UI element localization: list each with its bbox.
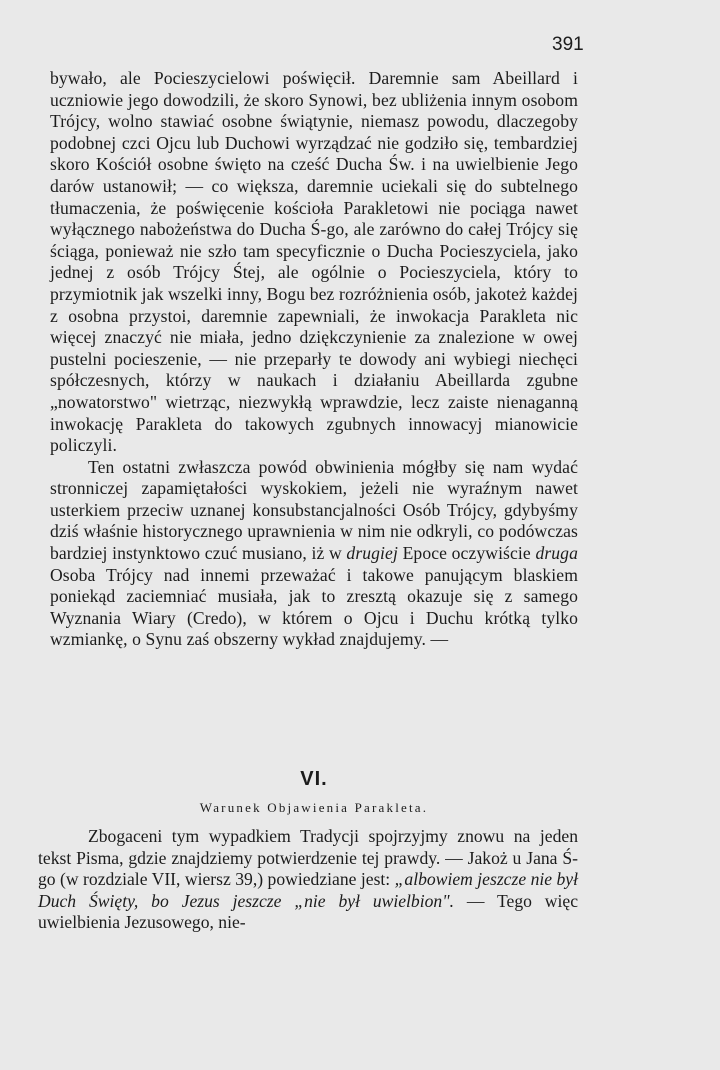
paragraph-2-text-1: Ten ostatni zwłaszcza powód obwinienia mógłby się nam wydać stronniczej zapamiętałości wyskokiem, jeżeli nie wyraźnym nawet usterkiem przeciw uznanej konsubstancjalności Osób Trójcy, gdybyśmy dziś właśnie historycznego uprawnienia w nim nie odkryli, co podówczas bardziej instynktowo czuć musiano, iż w	[50, 456, 578, 564]
page-number: 391	[552, 34, 584, 55]
body-text	[50, 68, 578, 651]
paragraph-2-text-2: Epoce oczywiście	[397, 543, 536, 564]
paragraph-2	[50, 457, 578, 651]
paragraph-2-italic-2: druga	[535, 543, 578, 564]
section-paragraph	[38, 826, 578, 934]
section-text	[38, 826, 578, 934]
section-paragraph-text-1: Zbogaceni tym wypadkiem Tradycji spojrzyjmy znowu na jeden tekst Pisma, gdzie znajdziemy potwierdzenie tej prawdy. — Jakoż u Jana Ś-go (w rozdziale VII, wiersz 39,) powiedziane jest:	[38, 826, 578, 890]
paragraph-1: bywało, ale Pocieszycielowi poświęcił. Daremnie sam Abeillard i uczniowie jego dowodzili, że skoro Synowi, bez ubliżenia innym osobom Trójcy, wolno stawiać osobne świątynie, niemasz powodu, dlaczegoby podobnej czci Ojcu lub Duchowi wyrządzać nie godziło się, tembardziej skoro Kościół osobne święto na cześć Ducha Św. i na uwielbienie Jego darów ustanowił; — co większa, daremnie uciekali się do subtelnego tłumaczenia, że poświęcenie kościoła Parakletowi nie pociąga nawet wyłącznego nabożeństwa do Ducha Ś-go, ale zarówno do całej Trójcy się ściąga, ponieważ nie szło tam specyficznie o Ducha Pocieszyciela, jako jednej z osób Trójcy Śtej, ale ogólnie o Pocieszyciela, który to przymiotnik jak wszelki inny, Bogu bez rozróżnienia osób, jakoteż każdej z osobna przystoi, daremnie zapewniali, że inwokacja Parakleta nic więcej znaczyć nie miała, jedno dziękczynienie za znalezione w owej pustelni pocieszenie, — nie przeparły te dowody ani wybiegi niechęci spółczesnych, którzy w naukach i działaniu Abeillarda zgubne „nowatorstwo" wietrząc, niezwykłą wprawdzie, lecz zaiste nienaganną inwokację Parakleta do takowych zgubnych innowacyj mianowicie policzyli.	[50, 68, 578, 456]
section-heading: VI.	[300, 768, 328, 790]
section-paragraph-text-2: — Tego więc uwielbienia Jezusowego, nie-	[38, 890, 579, 933]
paragraph-2-text-3: Osoba Trójcy nad innemi przeważać i takowe panującym blaskiem poniekąd zaciemniać musiała, jak to zresztą okazuje się z samego Wyznania Wiary (Credo), w którem o Ojcu i Duchu krótką tylko wzmiankę, o Synu zaś obszerny wykład znajdujemy. —	[50, 564, 578, 650]
section-subheading: Warunek Objawienia Parakleta.	[199, 800, 429, 815]
section-paragraph-quote: „albowiem jeszcze nie był Duch Święty, bo Jezus jeszcze „nie był uwielbion".	[38, 869, 578, 911]
paragraph-2-italic-1: drugiej	[346, 543, 398, 564]
